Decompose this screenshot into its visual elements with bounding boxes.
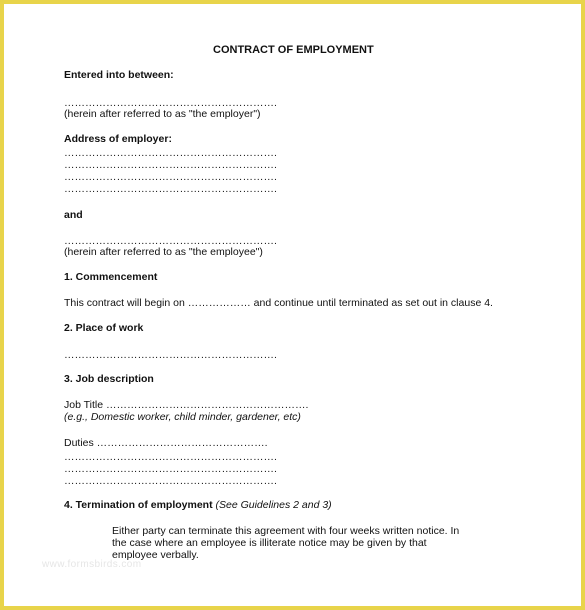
job-title-example: (e.g., Domestic worker, child minder, gardener, etc) <box>64 411 301 423</box>
section-4-paragraph-line: the case where an employee is illiterate notice may be given by that <box>112 537 427 549</box>
job-title-line: Job Title …………………………………………………. <box>64 399 309 411</box>
address-blank-line: ……………………………………………………. <box>64 147 277 159</box>
employee-reference: (herein after referred to as "the employee") <box>64 246 263 258</box>
duties-line: Duties …………………………………………. <box>64 437 268 449</box>
and-label: and <box>64 209 83 221</box>
address-blank-line: ……………………………………………………. <box>64 171 277 183</box>
employer-name-blank: ……………………………………………………. <box>64 97 277 109</box>
document-title: CONTRACT OF EMPLOYMENT <box>213 44 374 56</box>
employee-name-blank: ……………………………………………………. <box>64 235 277 247</box>
section-1-heading: 1. Commencement <box>64 271 158 283</box>
watermark: www.formsbirds.com <box>42 559 142 570</box>
section-2-heading: 2. Place of work <box>64 322 144 334</box>
section-3-heading: 3. Job description <box>64 373 154 385</box>
address-blank-line: ……………………………………………………. <box>64 183 277 195</box>
section-4-heading-row <box>64 499 332 512</box>
section-4-note: (See Guidelines 2 and 3) <box>215 499 332 511</box>
duties-blank-line: ……………………………………………………. <box>64 475 277 487</box>
section-4-paragraph-line: employee verbally. <box>112 549 199 561</box>
entered-heading: Entered into between: <box>64 69 174 81</box>
duties-blank-line: ……………………………………………………. <box>64 451 277 463</box>
section-4-paragraph-line: Either party can terminate this agreement with four weeks written notice. In <box>112 525 460 537</box>
address-blank-line: ……………………………………………………. <box>64 159 277 171</box>
place-of-work-blank: ……………………………………………………. <box>64 349 277 361</box>
section-4-heading: 4. Termination of employment <box>64 499 213 511</box>
section-1-text: This contract will begin on ……………… and continue until terminated as set out in clause 4. <box>64 297 493 309</box>
duties-blank-line: ……………………………………………………. <box>64 463 277 475</box>
address-heading: Address of employer: <box>64 133 172 145</box>
employer-reference: (herein after referred to as "the employer") <box>64 108 261 120</box>
